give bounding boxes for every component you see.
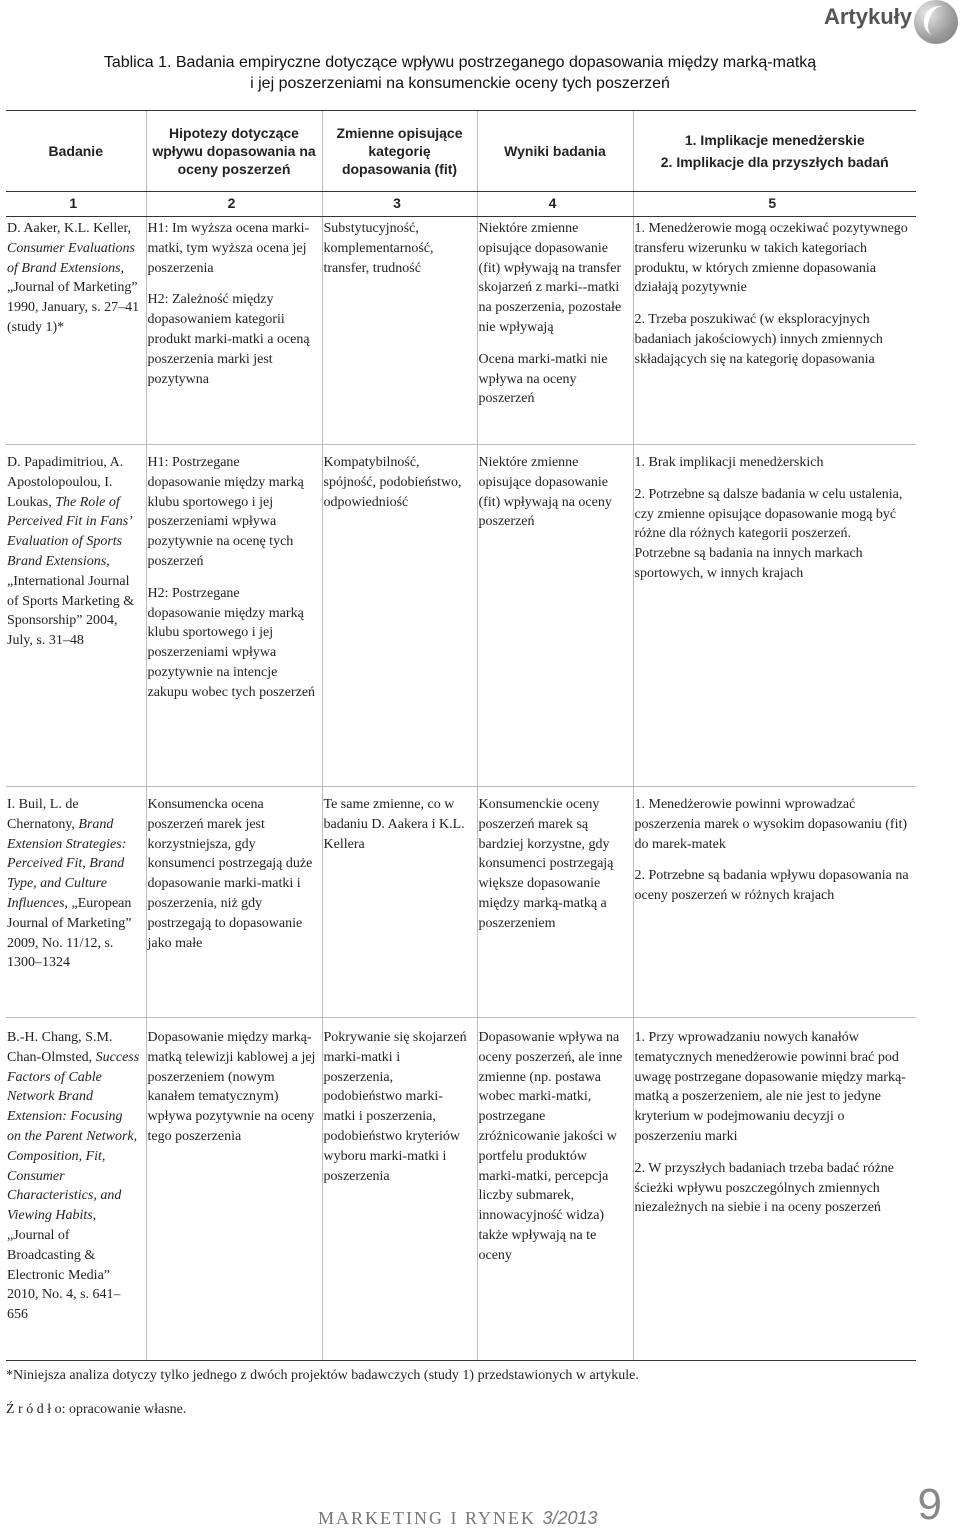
hypothesis: Dopasowanie między marką-matką telewizji kablowej a jej poszerzeniem (nowym kanałem tematycznym) wpływa pozytywnie na oceny tego poszerzenia — [147, 1030, 316, 1144]
hypothesis: H2: Postrzegane dopasowanie między marką klubu sportowego i jej poszerzeniami wpływa pozytywnie na intencje zakupu wobec tych poszerzeń — [147, 585, 316, 700]
study-work: Success Factors of Cable Network Brand Extension: Focusing on the Parent Network, Composition, Fit, Consumer Characteristics, and Viewing Habits, — [7, 1049, 140, 1224]
study-work: The Role of Perceived Fit in Fans’ Evaluation of Sports Brand Extensions, — [7, 494, 132, 569]
section-logo-icon — [914, 0, 958, 44]
table-row — [6, 787, 916, 1018]
implication: 1. Menedżerowie powinni wprowadzać poszerzenia marek o wysokim dopasowaniu (fit) do marek-matek — [634, 797, 908, 852]
results-cell — [477, 445, 633, 787]
column-number: 5 — [633, 192, 916, 217]
journal-footer — [318, 1508, 598, 1529]
table-title-line2: i jej poszerzeniami na konsumenckie oceny tych poszerzeń — [250, 75, 670, 92]
result: Ocena marki-matki nie wpływa na oceny poszerzeń — [478, 351, 608, 407]
study-cell — [6, 1018, 146, 1361]
hypotheses-cell — [146, 445, 322, 787]
header-results: Wyniki badania — [477, 111, 633, 192]
journal-issue: 3/2013 — [542, 1508, 598, 1528]
column-number: 1 — [6, 192, 146, 217]
hypotheses-cell — [146, 787, 322, 1018]
study-work: Consumer Evaluations of Brand Extensions, — [7, 240, 135, 276]
implication: 2. Potrzebne są dalsze badania w celu ustalenia, czy zmienne opisujące dopasowanie mogą być różne dla różnych kategorii poszerzeń. Potrzebne są badania na innych markach sportowych, w innych krajach — [634, 486, 903, 581]
studies-table — [6, 110, 916, 1361]
column-number-row — [6, 192, 916, 217]
implication: 1. Brak implikacji menedżerskich — [634, 455, 824, 470]
hypothesis: H2: Zależność między dopasowaniem kategorii produkt marki-matki a oceną poszerzenia marki jest pozytywna — [147, 292, 310, 387]
study-source: „Journal of Marketing” 1990, January, s. 27–41 (study 1)* — [7, 280, 140, 335]
journal-name: MARKETING I RYNEK — [318, 1508, 536, 1528]
study-authors: D. Papadimitriou, A. Apostolopoulou, I. Loukas, — [7, 455, 124, 510]
study-cell — [6, 445, 146, 787]
variables-cell: Te same zmienne, co w badaniu D. Aakera i K.L. Kellera — [322, 787, 477, 1018]
column-number: 4 — [477, 192, 633, 217]
header-hypotheses: Hipotezy dotyczące wpływu dopasowania na oceny poszerzeń — [146, 111, 322, 192]
study-cell — [6, 217, 146, 445]
variables-cell: Kompatybilność, spójność, podobieństwo, odpowiedniość — [322, 445, 477, 787]
table-title — [0, 52, 920, 94]
hypothesis: Konsumencka ocena poszerzeń marek jest korzystniejsza, gdy konsumenci postrzegają duże dopasowanie marki-matki i poszerzenia, niż gdy postrzegają to dopasowanie jako małe — [147, 797, 313, 951]
results-cell — [477, 1018, 633, 1361]
implication: 1. Przy wprowadzaniu nowych kanałów tematycznych menedżerowie powinni brać pod uwagę postrzegane dopasowanie między marką-matką a poszerzeniem, ale nie jest to jedyne kryterium w podejmowaniu decyzji o poszerzeniu marki — [634, 1030, 906, 1144]
implication: 2. W przyszłych badaniach trzeba badać różne ścieżki wpływu poszczególnych zmiennych niezależnych na siebie i na oceny poszerzeń — [634, 1160, 895, 1216]
study-source: „European Journal of Marketing” 2009, No. 11/12, s. 1300–1324 — [7, 895, 132, 971]
study-work: Brand Extension Strategies: Perceived Fit, Brand Type, and Culture Influences, — [7, 816, 127, 911]
study-cell — [6, 787, 146, 1018]
hypothesis: H1: Postrzegane dopasowanie między marką klubu sportowego i jej poszerzeniami wpływa pozytywnie na ocenę tych poszerzeń — [147, 455, 304, 569]
study-source: „Journal of Broadcasting & Electronic Media” 2010, No. 4, s. 641–656 — [7, 1227, 121, 1323]
implications-cell — [633, 445, 916, 787]
study-authors: B.-H. Chang, S.M. Chan-Olmsted, — [7, 1030, 113, 1065]
study-source: „International Journal of Sports Marketing & Sponsorship” 2004, July, s. 31–48 — [7, 573, 135, 649]
implications-cell — [633, 217, 916, 445]
hypothesis: H1: Im wyższa ocena marki-matki, tym wyższa ocena jej poszerzenia — [147, 221, 310, 276]
variables-cell: Substytucyjność, komplementarność, transfer, trudność — [322, 217, 477, 445]
results-cell — [477, 787, 633, 1018]
header-implications-managerial: 1. Implikacje menedżerskie — [684, 132, 865, 148]
table-row — [6, 445, 916, 787]
footnote: *Niniejsza analiza dotyczy tylko jednego z dwóch projektów badawczych (study 1) przedstawionych w artykule. — [6, 1368, 639, 1383]
table-title-line1: Tablica 1. Badania empiryczne dotyczące wpływu postrzeganego dopasowania między marką-matką — [103, 54, 817, 71]
variables-cell: Pokrywanie się skojarzeń marki-matki i poszerzenia, podobieństwo marki-matki i poszerzenia, podobieństwo kryteriów wyboru marki-matki i poszerzenia — [322, 1018, 477, 1361]
result: Niektóre zmienne opisujące dopasowanie (fit) wpływają na transfer skojarzeń z marki--matki na poszerzenia, pozostałe nie wpływają — [478, 221, 622, 335]
source-note: Ź r ó d ł o: opracowanie własne. — [6, 1402, 187, 1417]
result: Konsumenckie oceny poszerzeń marek są bardziej korzystne, gdy konsumenci postrzegają większe dopasowanie między marką-matką a poszerzeniem — [478, 797, 614, 931]
result: Dopasowanie wpływa na oceny poszerzeń, ale inne zmienne (np. postawa wobec marki-matki, postrzegane zróżnicowanie jakości w portfelu produktów marki-matki, percepcja liczby submarek, innowacyjność widza) także wpływają na te oceny — [478, 1030, 623, 1263]
results-cell — [477, 217, 633, 445]
table-row — [6, 217, 916, 445]
study-authors: I. Buil, L. de Chernatony, — [7, 797, 79, 832]
implications-cell — [633, 1018, 916, 1361]
implication: 2. Potrzebne są badania wpływu dopasowania na oceny poszerzeń w różnych krajach — [634, 868, 909, 904]
result: Niektóre zmienne opisujące dopasowanie (fit) wpływają na oceny poszerzeń — [478, 455, 612, 530]
column-number: 2 — [146, 192, 322, 217]
study-authors: D. Aaker, K.L. Keller, — [7, 221, 132, 236]
header-study: Badanie — [6, 111, 146, 192]
table-row — [6, 1018, 916, 1361]
implication: 1. Menedżerowie mogą oczekiwać pozytywnego transferu wizerunku w takich kategoriach produktu, w których zmienne dopasowania działają pozytywnie — [634, 221, 908, 296]
hypotheses-cell — [146, 1018, 322, 1361]
header-implications — [633, 111, 916, 192]
section-label: Artykuły — [823, 4, 912, 29]
implications-cell — [633, 787, 916, 1018]
implication: 2. Trzeba poszukiwać (w eksploracyjnych badaniach jakościowych) innych zmiennych składających się na kategorię dopasowania — [634, 312, 883, 367]
page-number: 9 — [917, 1480, 942, 1529]
hypotheses-cell — [146, 217, 322, 445]
header-row — [6, 111, 916, 192]
column-number: 3 — [322, 192, 477, 217]
header-implications-research: 2. Implikacje dla przyszłych badań — [660, 154, 889, 170]
header-variables: Zmienne opisujące kategorię dopasowania (fit) — [322, 111, 477, 192]
